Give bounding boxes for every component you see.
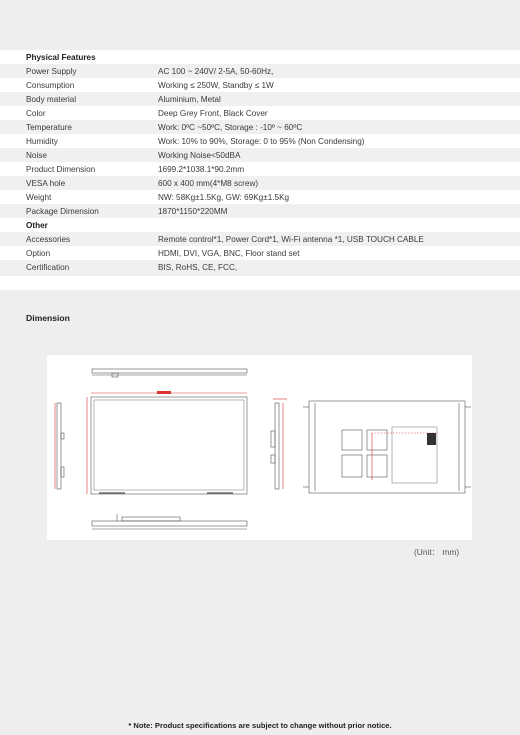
bottom-view-outline [92,521,247,526]
spec-label: Noise [26,150,47,160]
spec-value: Aluminium, Metal [158,94,221,104]
spec-row [0,176,520,190]
spec-label: Body material [26,94,77,104]
spec-value: BIS, RoHS, CE, FCC, [158,262,238,272]
spec-value: 1870*1150*220MM [158,206,228,216]
spec-value: Working ≤ 250W, Standby ≤ 1W [158,80,274,90]
section-header-physical [0,50,520,64]
spec-label: Humidity [26,136,58,146]
spec-value: 1699.2*1038.1*90.2mm [158,164,245,174]
spec-row [0,162,520,176]
spec-value: Work: 0ºC ~50ºC, Storage : -10º ~ 60ºC [158,122,303,132]
spec-value: Remote control*1, Power Cord*1, Wi-Fi antenna *1, USB TOUCH CABLE [158,234,424,244]
divider-band [0,276,520,290]
spec-value: HDMI, DVI, VGA, BNC, Floor stand set [158,248,300,258]
spec-label: Power Supply [26,66,77,76]
spec-table [0,50,520,274]
unit-label: (Unit： mm) [414,547,460,557]
spec-label: Package Dimension [26,206,99,216]
spec-row [0,232,520,246]
spec-row [0,190,520,204]
spec-row [0,78,520,92]
section-title: Physical Features [26,52,96,62]
spec-value: NW: 58Kg±1.5Kg, GW: 69Kg±1.5Kg [158,192,290,202]
spec-row [0,120,520,134]
dimension-title: Dimension [26,313,70,323]
left-side-view [57,403,61,489]
spec-row [0,64,520,78]
spec-label: Product Dimension [26,164,96,174]
spec-value: 600 x 400 mm(4*M8 screw) [158,178,259,188]
technical-drawing [47,355,472,540]
top-view-outline [92,369,247,373]
spec-label: Temperature [26,122,72,132]
spec-row [0,106,520,120]
spec-row [0,246,520,260]
right-side-view [275,403,279,489]
front-view-outline [91,397,247,494]
section-header-other [0,218,520,232]
spec-row [0,134,520,148]
dimension-drawing [47,355,472,540]
spec-label: Color [26,108,46,118]
spec-label: Consumption [26,80,75,90]
spec-label: Accessories [26,234,71,244]
spec-value: Work: 10% to 90%, Storage: 0 to 95% (Non Condensing) [158,136,365,146]
spec-label: VESA hole [26,178,66,188]
spec-label: Weight [26,192,52,202]
disclaimer-note: * Note: Product specifications are subject to change without prior notice. [128,721,392,730]
section-title: Other [26,220,48,230]
spec-row [0,204,520,218]
spec-value: Deep Grey Front, Black Cover [158,108,268,118]
spec-label: Option [26,248,51,258]
spec-value: Working Noise<50dBA [158,150,241,160]
spec-value: AC 100 ~ 240V/ 2-5A, 50-60Hz, [158,66,274,76]
spec-row [0,92,520,106]
spec-row [0,148,520,162]
spec-row [0,260,520,274]
spec-label: Certification [26,262,70,272]
